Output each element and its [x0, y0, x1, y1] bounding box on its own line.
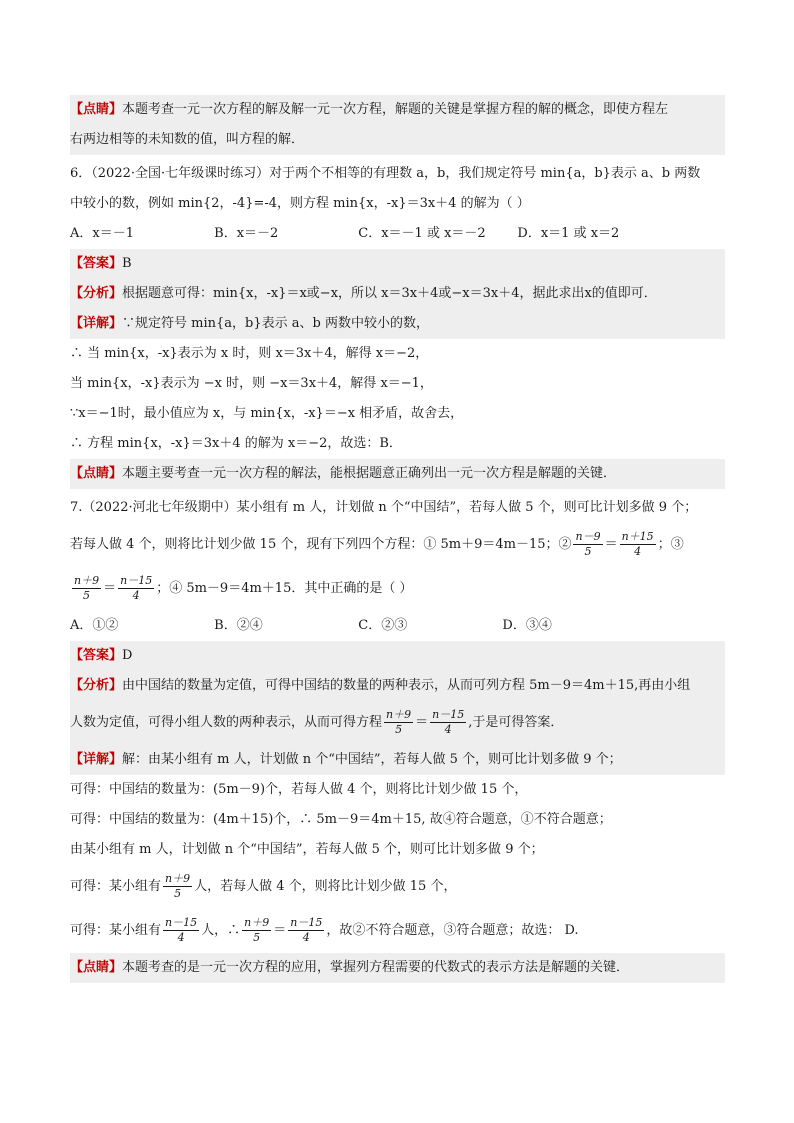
- q7-detail-tag: 【详解】: [70, 752, 123, 767]
- q7-analysis-line-1: [70, 671, 725, 701]
- fraction-denominator: 4: [444, 723, 452, 736]
- fraction-numerator: n＋15: [621, 530, 654, 543]
- fraction-denominator: 4: [132, 589, 140, 602]
- q7-option-a: A．①②: [70, 618, 119, 633]
- fraction-n-minus-15-over-4: [288, 916, 324, 945]
- point-tag: 【点睛】: [70, 102, 123, 117]
- q6-answer-value: B: [122, 256, 132, 271]
- q6-stem-line-1: [70, 159, 725, 189]
- fraction-n-plus-9-over-5: [384, 708, 413, 737]
- q6-detail-tag: 【详解】: [70, 316, 123, 331]
- point-line-2: [70, 125, 725, 155]
- q7-point-tag: 【点睛】: [70, 960, 123, 975]
- q6-stem-line-2: [70, 189, 725, 219]
- q7-stem-line-2: [70, 523, 725, 567]
- fraction-numerator: n＋9: [244, 916, 270, 929]
- q6-detail-line-3: [70, 369, 725, 399]
- q6-option-d: D．x＝1 或 x＝2: [517, 226, 620, 241]
- fraction-n-minus-15-over-4: [430, 708, 466, 737]
- q7-stem-2a: 若每人做 4 个，则将比计划少做 15 个，现有下列四个方程：① 5m＋9＝4m－15；②: [70, 537, 572, 552]
- fraction-n-plus-15-over-4: [620, 530, 656, 559]
- q7-detail-line-1: [70, 745, 725, 775]
- q7-analysis-tag: 【分析】: [70, 678, 123, 693]
- fraction-denominator: 5: [584, 545, 592, 558]
- q6-options: [70, 219, 725, 249]
- q7-detail-5a: 可得：某小组有: [70, 879, 162, 894]
- fraction-n-plus-9-over-5: [72, 574, 101, 603]
- q6-analysis: [70, 279, 725, 309]
- q7-answer-value: D: [122, 648, 133, 663]
- equals-sign: ＝: [604, 537, 618, 552]
- q6-answer: [70, 249, 725, 279]
- q7-stem-1: 7.（2022·河北七年级期中）某小组有 m 人，计划做 n 个“中国结”，若每人做 5 个，则可比计划多做 9 个；: [70, 500, 698, 515]
- q7-detail-5b: 人，若每人做 4 个，则将比计划少做 15 个，: [194, 879, 457, 894]
- point-text-2: 右两边相等的未知数的值，叫方程的解．: [70, 132, 305, 147]
- q7-option-b: B．②④: [214, 618, 263, 633]
- q7-stem-line-1: [70, 493, 725, 523]
- q6-stem-1: 6．（2022·全国·七年级课时练习）对于两个不相等的有理数 a，b，我们规定符号 min{a，b}表示 a、b 两数: [70, 166, 701, 181]
- q7-option-c: C．②③: [358, 618, 408, 633]
- fraction-numerator: n＋9: [165, 872, 191, 885]
- fraction-n-plus-9-over-5: [163, 872, 192, 901]
- q7-answer-tag: 【答案】: [70, 648, 123, 663]
- q7-point: [70, 953, 725, 983]
- q7-detail-3: 可得：中国结的数量为：(4m＋15)个，∴ 5m－9＝4m＋15, 故④符合题意，①不符合题意；: [70, 812, 612, 827]
- q6-detail-line-4: [70, 399, 725, 429]
- q7-analysis-line-2: [70, 701, 725, 745]
- q6-detail-4: ∵x＝−1时，最小值应为 x，与 min{x，-x}＝−x 相矛盾，故舍去，: [70, 406, 464, 421]
- q6-point-tag: 【点睛】: [70, 466, 123, 481]
- fraction-denominator: 5: [174, 887, 182, 900]
- fraction-denominator: 4: [177, 931, 185, 944]
- q7-detail-line-2: [70, 775, 725, 805]
- q7-stem-line-3: [70, 567, 725, 611]
- q6-detail-line-1: [70, 309, 725, 339]
- fraction-numerator: n＋9: [386, 708, 412, 721]
- fraction-numerator: n－15: [290, 916, 323, 929]
- fraction-n-plus-9-over-5: [242, 916, 271, 945]
- q7-detail-1: 解：由某小组有 m 人，计划做 n 个“中国结”，若每人做 5 个，则可比计划多做 9 个；: [122, 752, 622, 767]
- fraction-n-minus-9-over-5: [573, 530, 602, 559]
- fraction-n-minus-15-over-4: [118, 574, 154, 603]
- q7-detail-line-5: [70, 865, 725, 909]
- fraction-numerator: n－9: [575, 530, 601, 543]
- q7-detail-4: 由某小组有 m 人，计划做 n 个“中国结”，若每人做 5 个，则可比计划多做 9 个；: [70, 842, 544, 857]
- q7-stem-3b: ；④ 5m－9＝4m＋15．其中正确的是（ ）: [156, 581, 413, 596]
- point-line-1: [70, 95, 725, 125]
- q7-analysis-1: 由中国结的数量为定值，可得中国结的数量的两种表示，从而可列方程 5m－9＝4m＋15,再由小组: [122, 678, 691, 693]
- q6-answer-tag: 【答案】: [70, 256, 123, 271]
- q7-detail-line-6: [70, 909, 725, 953]
- q7-answer: [70, 641, 725, 671]
- q6-detail-line-2: [70, 339, 725, 369]
- fraction-denominator: 5: [83, 589, 91, 602]
- q7-option-d: D．③④: [502, 618, 552, 633]
- q7-point-text: 本题考查的是一元一次方程的应用，掌握列方程需要的代数式的表示方法是解题的关键．: [122, 960, 630, 975]
- fraction-n-minus-15-over-4: [163, 916, 199, 945]
- fraction-numerator: n－15: [120, 574, 153, 587]
- q7-detail-line-4: [70, 835, 725, 865]
- fraction-denominator: 5: [253, 931, 261, 944]
- fraction-numerator: n－15: [432, 708, 465, 721]
- q6-analysis-text: 根据题意可得：min{x，-x}＝x或−x，所以 x＝3x＋4或−x＝3x＋4，据此求出x的值即可．: [122, 286, 657, 301]
- q7-detail-6d: ，故②不符合题意，③符合题意；故选： D.: [326, 923, 579, 938]
- q6-detail-line-5: [70, 429, 725, 459]
- fraction-denominator: 4: [634, 545, 642, 558]
- equals-sign: ＝: [415, 715, 429, 730]
- q6-detail-3: 当 min{x，-x}表示为 −x 时，则 −x＝3x＋4，解得 x＝−1，: [70, 376, 433, 391]
- q6-option-c: C．x＝－1 或 x＝－2: [358, 226, 486, 241]
- q7-analysis-2c: ,于是可得答案．: [468, 715, 564, 730]
- fraction-denominator: 5: [395, 723, 403, 736]
- fraction-denominator: 4: [302, 931, 310, 944]
- q7-detail-6b: 人，∴: [201, 923, 241, 938]
- q7-detail-6a: 可得：某小组有: [70, 923, 162, 938]
- q6-detail-2: ∴ 当 min{x，-x}表示为 x 时，则 x＝3x＋4，解得 x＝−2，: [70, 346, 429, 361]
- q7-stem-2c: ；③: [657, 537, 684, 552]
- equals-sign: ＝: [273, 923, 287, 938]
- equals-sign: ＝: [103, 581, 117, 596]
- q7-options: [70, 611, 725, 641]
- fraction-numerator: n－15: [165, 916, 198, 929]
- q6-point-text: 本题主要考查一元一次方程的解法，能根据题意正确列出一元一次方程是解题的关键．: [122, 466, 617, 481]
- q6-option-b: B．x＝－2: [214, 226, 279, 241]
- q6-stem-2: 中较小的数，例如 min{2，-4}=-4，则方程 min{x，-x}＝3x＋4 的解为（ ）: [70, 196, 530, 211]
- fraction-numerator: n＋9: [74, 574, 100, 587]
- q6-option-a: A．x＝－1: [70, 226, 134, 241]
- document-page: [70, 95, 725, 983]
- q6-analysis-tag: 【分析】: [70, 286, 123, 301]
- q6-detail-1: ∵规定符号 min{a，b}表示 a、b 两数中较小的数，: [122, 316, 429, 331]
- q6-point: [70, 459, 725, 489]
- q6-detail-5: ∴ 方程 min{x，-x}＝3x＋4 的解为 x＝−2，故选：B．: [70, 436, 402, 451]
- q7-detail-line-3: [70, 805, 725, 835]
- q7-analysis-2a: 人数为定值，可得小组人数的两种表示，从而可得方程: [70, 715, 383, 730]
- point-text-1: 本题考查一元一次方程的解及解一元一次方程，解题的关键是掌握方程的解的概念，即使方程左: [122, 102, 669, 117]
- q7-detail-2: 可得：中国结的数量为：(5m－9)个，若每人做 4 个，则将比计划少做 15 个，: [70, 782, 528, 797]
